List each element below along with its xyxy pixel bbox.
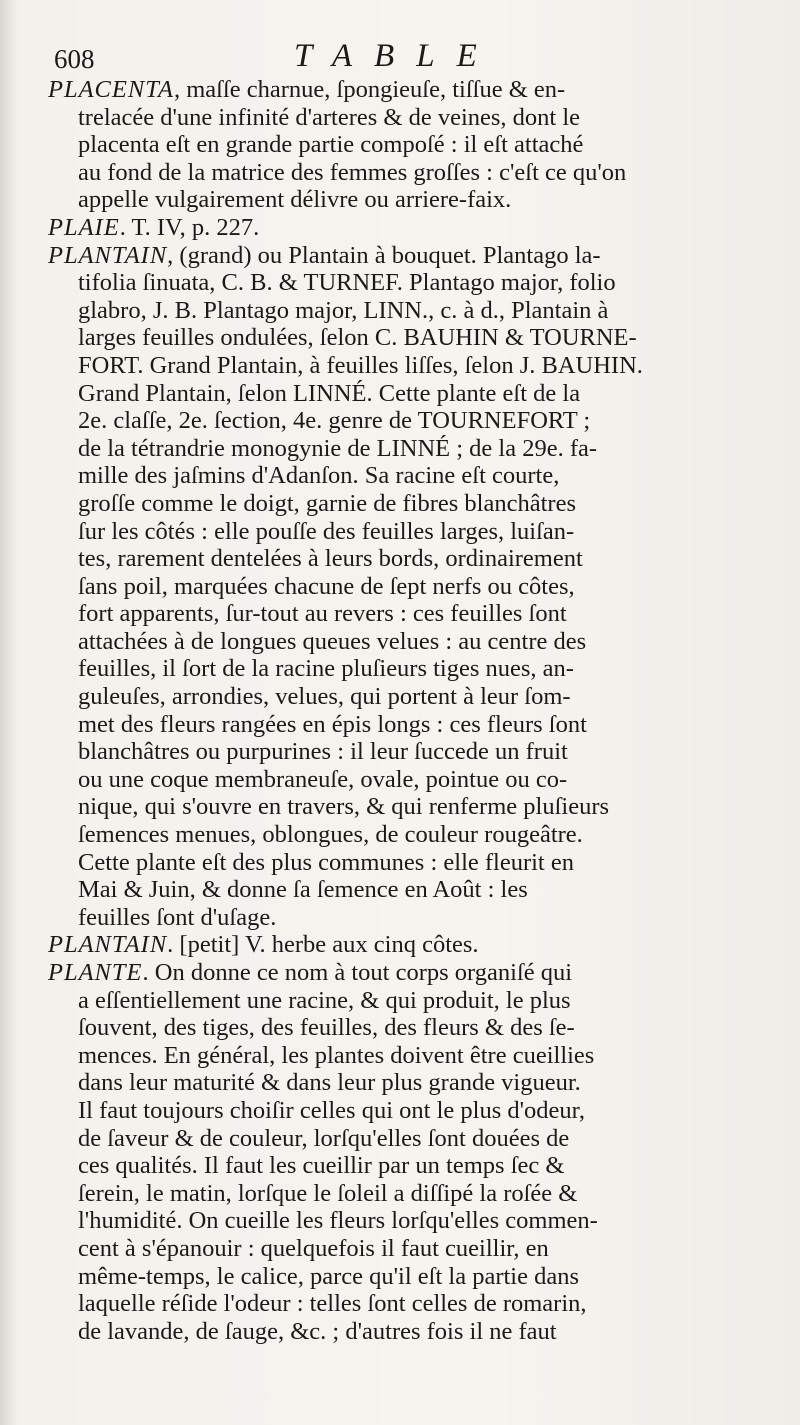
entry-line	[48, 766, 760, 794]
entry-text: glabro, J. B. Plantago major, LINN., c. à d., Plantain à	[78, 296, 609, 324]
entry-line	[48, 959, 760, 987]
entry-text: placenta eſt en grande partie compoſé : il eſt attaché	[78, 131, 584, 159]
entry-text: Grand Plantain, ſelon LINNÉ. Cette plante eſt de la	[78, 379, 581, 407]
entry-line	[48, 849, 760, 877]
entry-text: Il faut toujours choiſir celles qui ont le plus d'odeur,	[78, 1096, 585, 1124]
entry-line	[48, 462, 760, 490]
entry-text: de lavande, de ſauge, &c. ; d'autres fois il ne faut	[78, 1317, 557, 1345]
entry-text: 2e. claſſe, 2e. ſection, 4e. genre de TOURNEFORT ;	[78, 407, 591, 435]
page-number: 608	[54, 44, 95, 74]
entry-text: guleuſes, arrondies, velues, qui portent à leur ſom-	[78, 683, 571, 711]
entry-text: met des fleurs rangées en épis longs : ces fleurs ſont	[78, 710, 587, 738]
entry-headword: PLACENTA	[48, 76, 174, 103]
entry-line	[48, 186, 760, 214]
entry-text: attachées à de longues queues velues : au centre des	[78, 627, 587, 655]
entry-text: blanchâtres ou purpurines : il leur ſuccede un fruit	[78, 738, 568, 766]
entry-line	[48, 573, 760, 601]
entry-headword: PLANTAIN	[48, 931, 168, 959]
entry-text: feuilles, il ſort de la racine pluſieurs tiges nues, an-	[78, 655, 574, 683]
entry-text: de la tétrandrie monogynie de LINNÉ ; de la 29e. fa-	[78, 434, 598, 462]
entry-line	[48, 435, 760, 463]
entry-line	[48, 821, 760, 849]
entry-line	[48, 711, 760, 739]
entry-line	[48, 931, 760, 959]
entry-text: ſans poil, marquées chacune de ſept nerfs ou côtes,	[78, 572, 575, 600]
index-entry	[48, 76, 760, 214]
entry-text: FORT. Grand Plantain, à feuilles liſſes, ſelon J. BAUHIN.	[78, 351, 643, 379]
entry-line	[48, 987, 760, 1015]
entry-line	[48, 1069, 760, 1097]
entry-line	[48, 131, 760, 159]
entry-line	[48, 545, 760, 573]
index-entry	[48, 959, 760, 1345]
entry-line	[48, 904, 760, 932]
entry-text: ou une coque membraneuſe, ovale, pointue ou co-	[78, 765, 568, 793]
entry-text: , maſſe charnue, ſpongieuſe, tiſſue & en-	[173, 76, 566, 103]
entry-line	[48, 1125, 760, 1153]
entry-line	[48, 104, 760, 132]
entry-line	[48, 1235, 760, 1263]
index-entry	[48, 242, 760, 932]
entry-text: . On donne ce nom à tout corps organiſé qui	[142, 959, 573, 986]
entry-line	[48, 1042, 760, 1070]
entry-text: de ſaveur & de couleur, lorſqu'elles ſont douées de	[78, 1124, 570, 1152]
entry-text: même-temps, le calice, parce qu'il eſt la partie dans	[78, 1262, 579, 1290]
entry-headword: PLANTE	[48, 959, 143, 986]
entry-line	[48, 1152, 760, 1180]
entry-text: tes, rarement dentelées à leurs bords, ordinairement	[78, 545, 583, 573]
entry-headword: PLANTAIN	[48, 241, 168, 269]
entry-text: , (grand) ou Plantain à bouquet. Plantago la-	[167, 241, 601, 269]
entry-line	[48, 876, 760, 904]
entry-line	[48, 76, 760, 104]
entry-text: . T. IV, p. 227.	[119, 213, 260, 241]
entry-text: Cette plante eſt des plus communes : elle fleurit en	[78, 848, 574, 876]
entry-line	[48, 683, 760, 711]
entry-text: ſerein, le matin, lorſque le ſoleil a diſſipé la roſée &	[78, 1179, 578, 1207]
index-entries	[48, 76, 760, 1345]
entry-line	[48, 1180, 760, 1208]
entry-text: groſſe comme le doigt, garnie de fibres blanchâtres	[78, 489, 576, 517]
entry-text: ces qualités. Il faut les cueillir par un temps ſec &	[78, 1152, 565, 1180]
entry-text: tifolia ſinuata, C. B. & TURNEF. Plantago major, folio	[78, 269, 616, 297]
entry-line	[48, 159, 760, 187]
entry-line	[48, 600, 760, 628]
entry-line	[48, 1263, 760, 1291]
entry-text: nique, qui s'ouvre en travers, & qui renferme pluſieurs	[78, 793, 610, 821]
entry-line	[48, 380, 760, 408]
entry-text: Mai & Juin, & donne ſa ſemence en Août : les	[78, 876, 528, 904]
entry-text: fort apparents, ſur-tout au revers : ces feuilles ſont	[78, 600, 567, 628]
entry-line	[48, 269, 760, 297]
entry-text: ſouvent, des tiges, des feuilles, des fleurs & des ſe-	[78, 1014, 575, 1042]
entry-text: mille des jaſmins d'Adanſon. Sa racine eſt courte,	[78, 462, 560, 490]
entry-text: . [petit] V. herbe aux cinq côtes.	[167, 931, 479, 959]
entry-line	[48, 490, 760, 518]
entry-text: mences. En général, les plantes doivent être cueillies	[78, 1041, 595, 1069]
index-entry	[48, 214, 760, 242]
entry-line	[48, 655, 760, 683]
page-title: TABLE	[294, 38, 499, 74]
index-entry	[48, 931, 760, 959]
entry-text: au fond de la matrice des femmes groſſes : c'eſt ce qu'on	[78, 158, 627, 186]
entry-text: appelle vulgairement délivre ou arriere-faix.	[78, 186, 512, 214]
entry-text: larges feuilles ondulées, ſelon C. BAUHIN & TOURNE-	[78, 324, 637, 352]
entry-line	[48, 518, 760, 546]
entry-text: feuilles ſont d'uſage.	[78, 903, 277, 931]
entry-line	[48, 1207, 760, 1235]
entry-text: a eſſentiellement une racine, & qui produit, le plus	[78, 986, 571, 1014]
entry-line	[48, 407, 760, 435]
entry-line	[48, 297, 760, 325]
entry-line	[48, 242, 760, 270]
entry-text: trelacée d'une infinité d'arteres & de veines, dont le	[78, 103, 581, 131]
entry-headword: PLAIE	[48, 213, 120, 241]
entry-line	[48, 1097, 760, 1125]
entry-text: dans leur maturité & dans leur plus grande vigueur.	[78, 1069, 581, 1097]
entry-line	[48, 1014, 760, 1042]
entry-line	[48, 793, 760, 821]
entry-line	[48, 1290, 760, 1318]
entry-line	[48, 324, 760, 352]
entry-line	[48, 214, 760, 242]
entry-line	[48, 1318, 760, 1346]
entry-text: cent à s'épanouir : quelquefois il faut cueillir, en	[78, 1234, 549, 1262]
entry-line	[48, 628, 760, 656]
entry-text: ſur les côtés : elle pouſſe des feuilles larges, luiſan-	[78, 517, 575, 545]
entry-line	[48, 352, 760, 380]
entry-line	[48, 738, 760, 766]
entry-text: laquelle réſide l'odeur : telles ſont celles de romarin,	[78, 1290, 587, 1318]
entry-text: l'humidité. On cueille les fleurs lorſqu'elles commen-	[78, 1207, 598, 1235]
entry-text: ſemences menues, oblongues, de couleur rougeâtre.	[78, 821, 583, 849]
